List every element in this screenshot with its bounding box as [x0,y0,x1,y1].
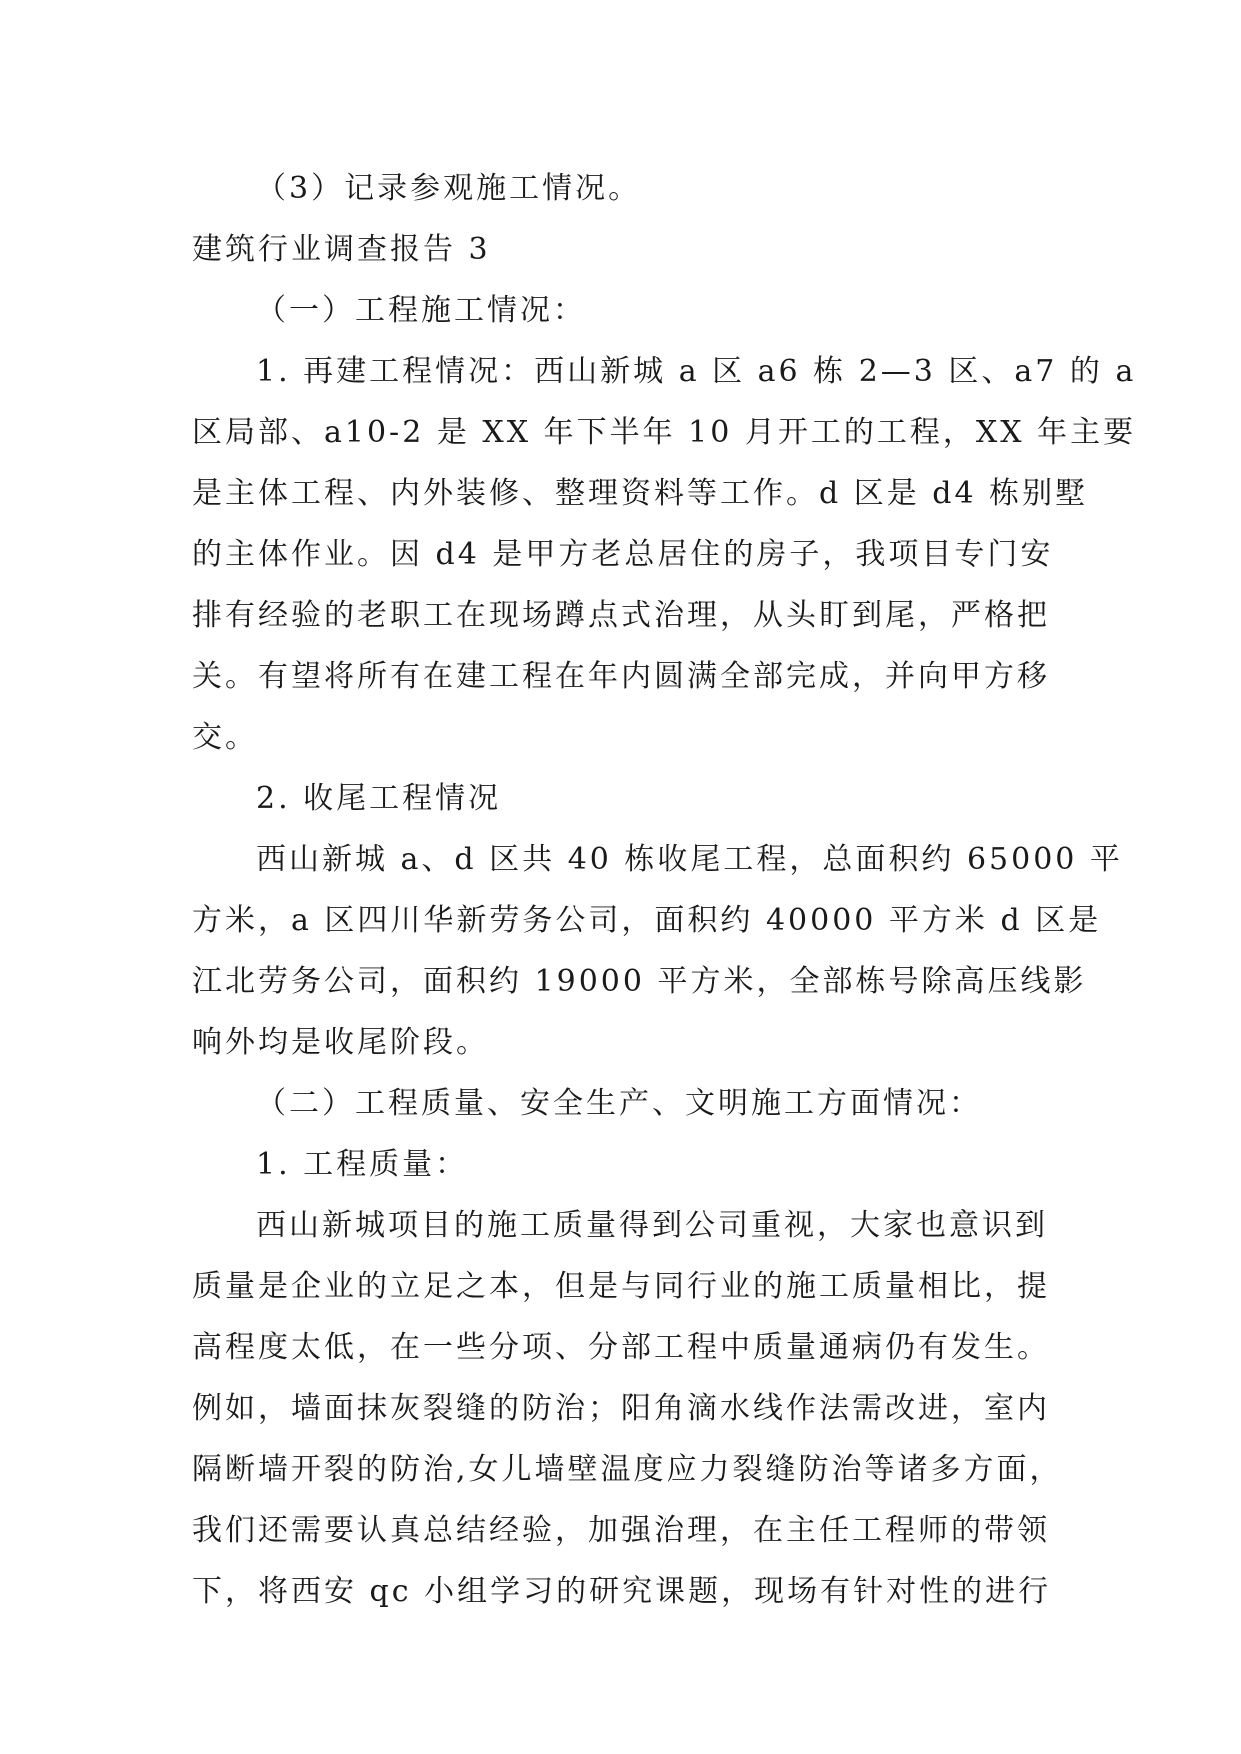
document-body [192,158,1137,1622]
paragraph-line: 2. 收尾工程情况 [256,781,502,816]
paragraph-line: （3）记录参观施工情况。 [256,171,642,206]
paragraph-line: 方米，a 区四川华新劳务公司，面积约 40000 平方米 d 区是 [192,903,1102,938]
subsection-heading: （一）工程施工情况： [256,293,586,328]
paragraph-line: 的主体作业。因 d4 是甲方老总居住的房子，我项目专门安 [192,537,1054,572]
subsection-heading: （二）工程质量、安全生产、文明施工方面情况： [256,1086,982,1121]
paragraph-line: 江北劳务公司，面积约 19000 平方米，全部栋号除高压线影 [192,964,1087,999]
paragraph-line: 质量是企业的立足之本，但是与同行业的施工质量相比，提 [192,1269,1050,1304]
paragraph-line: 隔断墙开裂的防治,女儿墙壁温度应力裂缝防治等诸多方面， [192,1452,1063,1487]
paragraph-line: 例如，墙面抹灰裂缝的防治；阳角滴水线作法需改进，室内 [192,1391,1050,1426]
paragraph-line: 是主体工程、内外装修、整理资料等工作。d 区是 d4 栋别墅 [192,476,1089,511]
paragraph-line: 响外均是收尾阶段。 [192,1025,489,1060]
paragraph-line: 我们还需要认真总结经验，加强治理，在主任工程师的带领 [192,1513,1050,1548]
paragraph-line: 高程度太低，在一些分项、分部工程中质量通病仍有发生。 [192,1330,1050,1365]
paragraph-line: 1. 再建工程情况：西山新城 a 区 a6 栋 2—3 区、a7 的 a [256,354,1137,389]
paragraph-line: 关。有望将所有在建工程在年内圆满全部完成，并向甲方移 [192,659,1050,694]
paragraph-line: 区局部、a10-2 是 XX 年下半年 10 月开工的工程，XX 年主要 [192,415,1137,450]
paragraph-line: 西山新城项目的施工质量得到公司重视，大家也意识到 [256,1208,1048,1243]
paragraph-line: 交。 [192,720,258,755]
paragraph-line: 西山新城 a、d 区共 40 栋收尾工程，总面积约 65000 平 [256,842,1123,877]
paragraph-line: 下，将西安 qc 小组学习的研究课题，现场有针对性的进行 [192,1574,1052,1609]
section-heading: 建筑行业调查报告 3 [192,232,491,267]
paragraph-line: 1. 工程质量： [256,1147,469,1182]
paragraph-line: 排有经验的老职工在现场蹲点式治理，从头盯到尾，严格把 [192,598,1050,633]
